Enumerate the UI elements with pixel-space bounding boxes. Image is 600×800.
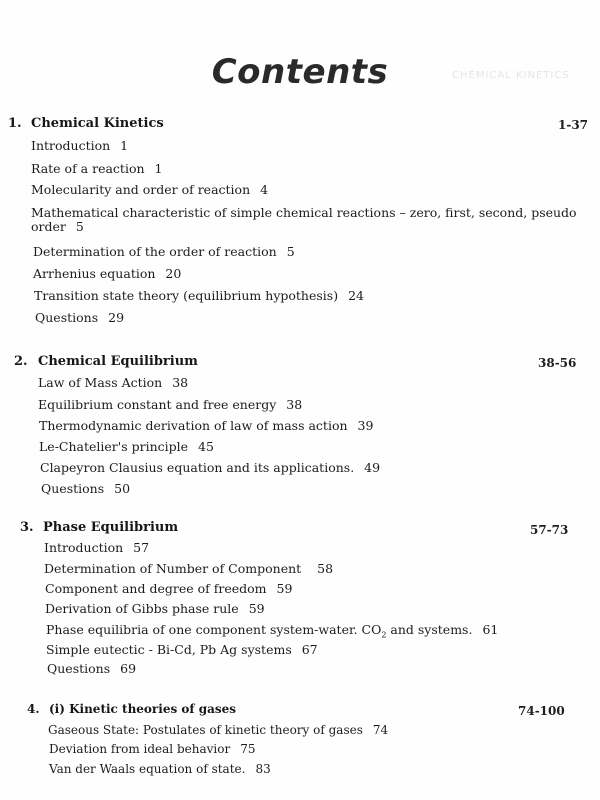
item-page: 49 [364, 460, 381, 475]
list-item [38, 376, 188, 390]
item-page: 39 [357, 418, 374, 433]
item-page: 74 [372, 723, 389, 737]
item-page: 38 [172, 375, 189, 390]
item-text: Thermodynamic derivation of law of mass action [39, 418, 348, 433]
item-page: 5 [75, 219, 84, 234]
chapter-number: 3. [20, 520, 34, 535]
item-text: Law of Mass Action [38, 375, 163, 390]
item-text: Van der Waals equation of state. [49, 762, 246, 776]
item-page: 45 [198, 439, 214, 454]
item-text: Component and degree of freedom [45, 581, 267, 596]
list-item [44, 562, 333, 576]
item-page: 75 [240, 742, 256, 756]
chapter-page-range: 38-56 [538, 356, 577, 370]
list-item [41, 482, 130, 496]
list-item [47, 662, 136, 676]
item-text: Derivation of Gibbs phase rule [45, 601, 239, 616]
item-page: 38 [286, 397, 303, 412]
list-item [39, 440, 214, 454]
list-item [44, 541, 149, 555]
item-page: 69 [120, 661, 137, 676]
item-page: 4 [260, 182, 269, 197]
item-page: 50 [114, 481, 131, 496]
list-item [39, 419, 373, 433]
item-text: Molecularity and order of reaction [31, 182, 251, 197]
item-text: Arrhenius equation [33, 266, 156, 281]
item-text: Determination of the order of reaction [33, 244, 277, 259]
chapter-title: (i) Kinetic theories of gases [49, 702, 237, 716]
chapter-page-range: 57-73 [530, 523, 569, 537]
chapter-title: Chemical Equilibrium [38, 354, 198, 369]
list-item [38, 398, 302, 412]
item-text-suffix: and systems. [386, 622, 473, 637]
chapter-title: Phase Equilibrium [43, 520, 179, 535]
faint-watermark-text: CHEMICAL KINETICS [452, 70, 570, 81]
item-text: Introduction [31, 138, 111, 153]
list-item [40, 461, 380, 475]
item-text: Equilibrium constant and free energy [38, 397, 277, 412]
list-item [33, 267, 181, 281]
item-page: 67 [301, 642, 318, 657]
item-page: 83 [255, 762, 271, 776]
item-page: 29 [108, 310, 125, 325]
item-text: Transition state theory (equilibrium hypothesis) [34, 288, 339, 303]
item-text: Le-Chatelier's principle [39, 439, 189, 454]
item-text: Questions [41, 481, 105, 496]
item-text: Deviation from ideal behavior [49, 742, 231, 756]
item-page: 61 [482, 622, 499, 637]
item-text: Simple eutectic - Bi-Cd, Pb Ag systems [46, 642, 292, 657]
item-text: Questions [35, 310, 99, 325]
item-text: Introduction [44, 540, 124, 555]
item-page: 58 [317, 561, 334, 576]
list-item [49, 762, 271, 776]
chapter-page-range: 1-37 [558, 118, 589, 132]
list-item [48, 723, 388, 737]
list-item [31, 206, 591, 234]
list-item [34, 289, 364, 303]
item-page: 59 [248, 601, 265, 616]
chapter-number: 2. [14, 354, 28, 369]
item-text: Determination of Number of Component [44, 561, 302, 576]
list-item [46, 623, 498, 643]
list-item [46, 643, 318, 657]
item-text: Gaseous State: Postulates of kinetic theory of gases [48, 723, 363, 737]
item-text: Rate of a reaction [31, 161, 145, 176]
list-item [31, 139, 128, 153]
list-item [35, 311, 124, 325]
item-page: 5 [286, 244, 295, 259]
item-page: 59 [276, 581, 293, 596]
item-text: Phase equilibria of one component system-water. CO [46, 622, 382, 637]
list-item [33, 245, 295, 259]
chapter-number: 4. [27, 702, 40, 716]
list-item [49, 742, 255, 756]
list-item [31, 183, 268, 197]
chapter-page-range: 74-100 [518, 704, 565, 718]
item-subscript: 2 [381, 630, 387, 640]
item-page: 1 [120, 138, 129, 153]
item-text: Questions [47, 661, 111, 676]
chapter-title: Chemical Kinetics [31, 116, 164, 131]
chapter-number: 1. [8, 116, 22, 131]
item-text: Clapeyron Clausius equation and its applications. [40, 460, 355, 475]
list-item [45, 602, 265, 616]
item-page: 1 [154, 161, 163, 176]
item-page: 20 [165, 266, 182, 281]
item-page: 24 [348, 288, 364, 303]
page-title: Contents [211, 52, 389, 92]
list-item [31, 162, 162, 176]
item-page: 57 [133, 540, 150, 555]
item-text: Mathematical characteristic of simple chemical reactions – zero, first, second, pseudo order [31, 205, 577, 234]
list-item [45, 582, 292, 596]
